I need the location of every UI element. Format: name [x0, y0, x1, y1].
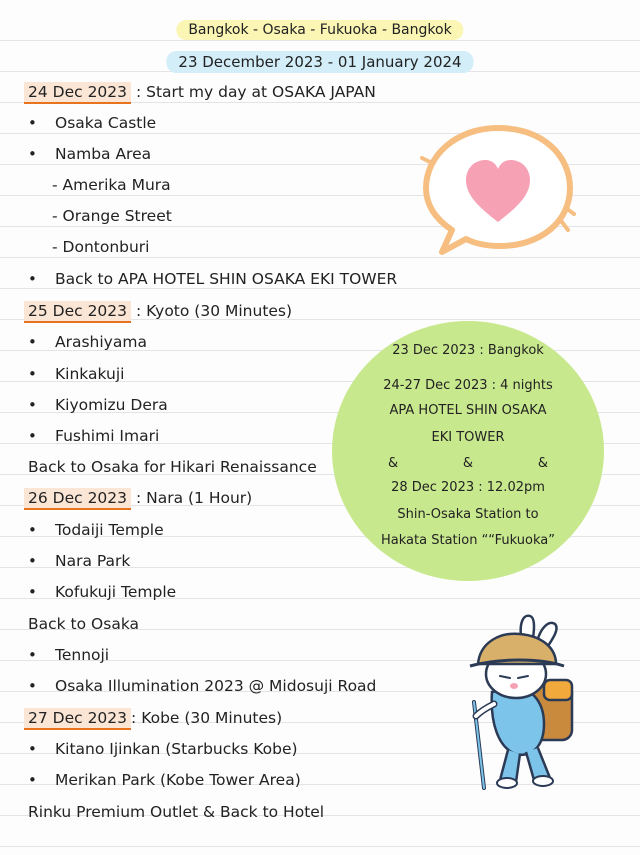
list-item: • Fushimi Imari	[28, 425, 159, 447]
trip-route-title: Bangkok - Osaka - Fukuoka - Bangkok	[176, 20, 463, 40]
list-item: • Nara Park	[28, 550, 130, 572]
plain-line: Rinku Premium Outlet & Back to Hotel	[28, 803, 325, 821]
list-item: • Namba Area	[28, 143, 151, 165]
list-item: • Kofukuji Temple	[28, 581, 176, 603]
list-item: • Kitano Ijinkan (Starbucks Kobe)	[28, 738, 298, 760]
sub-list-item: - Amerika Mura	[52, 176, 171, 194]
list-item: • Todaiji Temple	[28, 519, 164, 541]
hiking-rabbit-illustration	[460, 612, 578, 794]
list-item: • Tennoji	[28, 644, 109, 666]
summary-line: 23 Dec 2023 : Bangkok	[392, 343, 544, 358]
summary-ampersand-row	[332, 454, 604, 474]
day-date: 27 Dec 2023	[24, 708, 131, 730]
day-separator: :	[131, 709, 142, 727]
plain-line: Back to Osaka	[28, 615, 140, 633]
day-title: Nara (1 Hour)	[146, 489, 253, 507]
day-separator: :	[131, 83, 147, 101]
summary-line: APA HOTEL SHIN OSAKA	[389, 403, 547, 418]
ampersand: &	[462, 456, 474, 471]
summary-line: 24-27 Dec 2023 : 4 nights	[383, 378, 553, 393]
day-title: Kobe (30 Minutes)	[141, 709, 283, 727]
day-heading	[28, 300, 292, 322]
plain-line: Back to Osaka for Hikari Renaissance	[28, 458, 317, 476]
summary-line: Hakata Station ““Fukuoka”	[381, 533, 555, 548]
list-item: • Osaka Castle	[28, 112, 156, 134]
day-date: 25 Dec 2023	[24, 301, 131, 323]
day-separator: :	[131, 489, 147, 507]
list-item: • Arashiyama	[28, 331, 147, 353]
sub-list-item: - Dontonburi	[52, 238, 150, 256]
list-item: • Back to APA HOTEL SHIN OSAKA EKI TOWER	[28, 268, 397, 290]
summary-line: EKI TOWER	[431, 430, 505, 445]
summary-line: 28 Dec 2023 : 12.02pm	[391, 480, 545, 495]
list-item: • Osaka Illumination 2023 @ Midosuji Road	[28, 675, 376, 697]
day-separator: :	[131, 302, 147, 320]
heart-speech-bubble-icon	[418, 118, 578, 258]
trip-dates-title: 23 December 2023 - 01 January 2024	[166, 51, 473, 73]
list-item: • Merikan Park (Kobe Tower Area)	[28, 769, 301, 791]
summary-line: Shin-Osaka Station to	[397, 507, 539, 522]
day-heading	[28, 81, 376, 103]
list-item: • Kiyomizu Dera	[28, 394, 168, 416]
day-heading	[28, 707, 282, 729]
day-date: 24 Dec 2023	[24, 82, 131, 104]
day-heading	[28, 487, 252, 509]
ampersand: &	[388, 456, 399, 471]
day-title: Start my day at OSAKA JAPAN	[146, 83, 376, 101]
day-date: 26 Dec 2023	[24, 488, 131, 510]
list-item: • Kinkakuji	[28, 363, 124, 385]
ampersand: &	[537, 456, 548, 471]
trip-summary-circle	[332, 321, 604, 581]
sub-list-item: - Orange Street	[52, 207, 172, 225]
day-title: Kyoto (30 Minutes)	[146, 302, 293, 320]
